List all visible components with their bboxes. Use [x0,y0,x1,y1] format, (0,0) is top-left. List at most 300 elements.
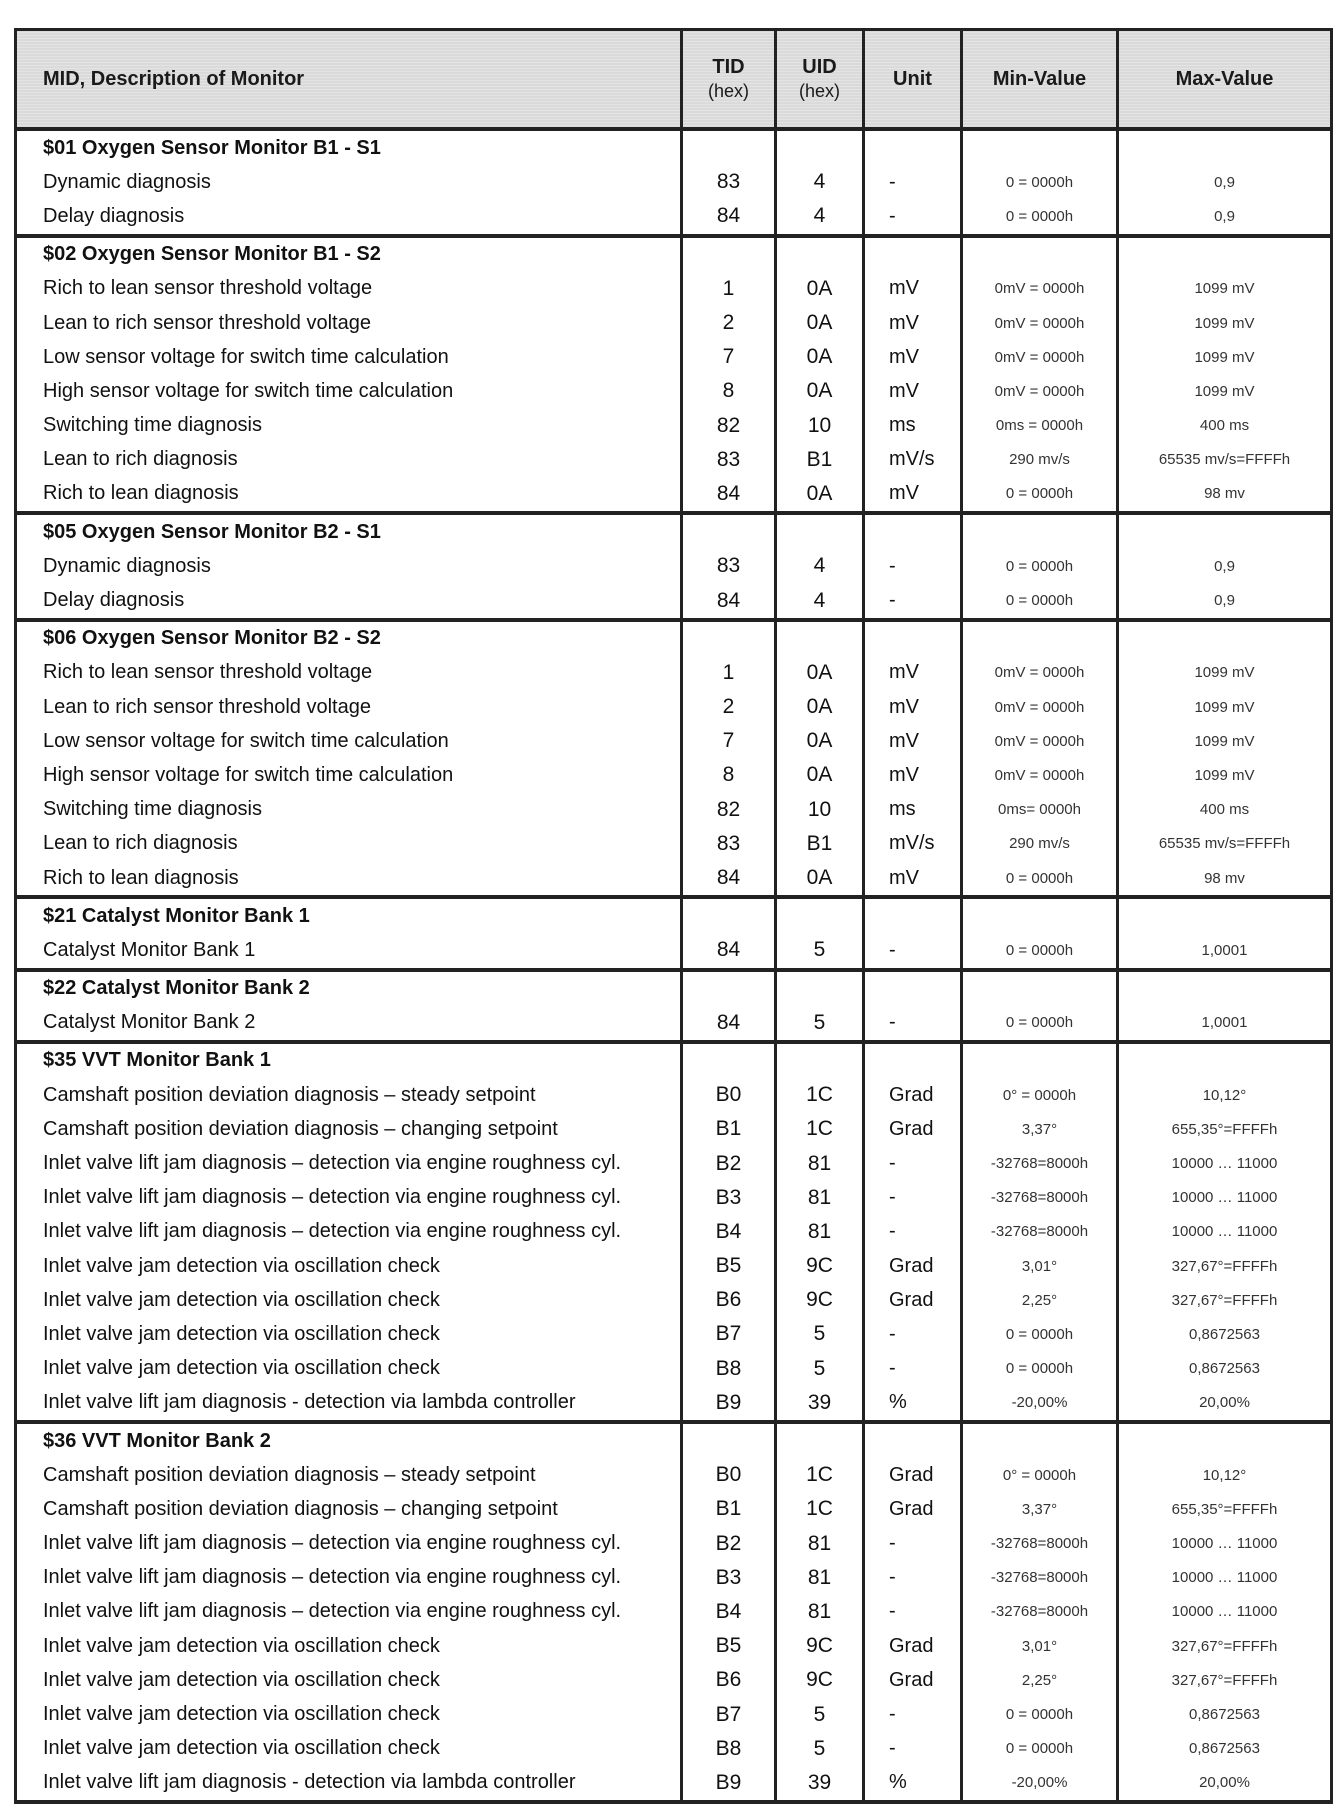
empty-cell [776,897,864,933]
min-value: 3,01° [962,1249,1118,1283]
test-id: 7 [682,340,776,374]
empty-cell [776,1042,864,1078]
empty-cell [864,897,962,933]
min-value: 0mV = 0000h [962,724,1118,758]
unit-value: - [864,1732,962,1766]
unit-value: Grad [864,1283,962,1317]
max-value: 400 ms [1118,409,1332,443]
table-row [16,409,1332,443]
table-row [16,1766,1332,1802]
table-row [16,1663,1332,1697]
empty-cell [682,236,776,272]
min-value: 2,25° [962,1663,1118,1697]
test-id: B8 [682,1352,776,1386]
table-row [16,1215,1332,1249]
unit-value: - [864,1215,962,1249]
monitor-table [14,28,1333,1804]
test-id: B5 [682,1629,776,1663]
empty-cell [776,1422,864,1458]
unit-value: - [864,165,962,199]
empty-cell [962,513,1118,549]
max-value: 327,67°=FFFFh [1118,1249,1332,1283]
test-id: 83 [682,549,776,583]
monitor-description: Low sensor voltage for switch time calculation [16,340,682,374]
monitor-description: High sensor voltage for switch time calculation [16,758,682,792]
monitor-description: Lean to rich sensor threshold voltage [16,690,682,724]
max-value: 0,9 [1118,199,1332,235]
empty-cell [864,236,962,272]
unit-value: - [864,1527,962,1561]
test-id: 8 [682,758,776,792]
table-row [16,1386,1332,1422]
empty-cell [864,620,962,656]
group-title: $21 Catalyst Monitor Bank 1 [16,897,682,933]
table-header [16,30,1332,130]
table-row [16,443,1332,477]
min-value: 290 mv/s [962,443,1118,477]
min-value: 0 = 0000h [962,1732,1118,1766]
header-max-value: Max-Value [1118,30,1332,130]
min-value: 290 mv/s [962,827,1118,861]
max-value: 10,12° [1118,1458,1332,1492]
unit-id: 0A [776,758,864,792]
min-value: 0 = 0000h [962,933,1118,969]
unit-value: - [864,1595,962,1629]
unit-value: - [864,1317,962,1351]
table-row [16,1006,1332,1042]
monitor-description: Inlet valve jam detection via oscillation check [16,1249,682,1283]
unit-value: mV/s [864,827,962,861]
max-value: 98 mv [1118,861,1332,897]
table-row [16,793,1332,827]
monitor-description: Camshaft position deviation diagnosis – steady setpoint [16,1078,682,1112]
test-id: B5 [682,1249,776,1283]
unit-value: mV [864,477,962,513]
test-id: B9 [682,1386,776,1422]
unit-value: ms [864,793,962,827]
max-value: 98 mv [1118,477,1332,513]
unit-id: 0A [776,724,864,758]
group-title-row [16,1042,1332,1078]
unit-id: 0A [776,374,864,408]
min-value: -20,00% [962,1766,1118,1802]
unit-value: - [864,1006,962,1042]
max-value: 1099 mV [1118,374,1332,408]
monitor-description: Inlet valve lift jam diagnosis - detection via lambda controller [16,1386,682,1422]
group-title-row [16,970,1332,1006]
group-title: $22 Catalyst Monitor Bank 2 [16,970,682,1006]
monitor-description: Inlet valve jam detection via oscillation check [16,1317,682,1351]
unit-value: Grad [864,1492,962,1526]
empty-cell [1118,1042,1332,1078]
unit-value: - [864,1181,962,1215]
empty-cell [962,970,1118,1006]
unit-id: 1C [776,1078,864,1112]
unit-id: 81 [776,1527,864,1561]
unit-value: mV [864,272,962,306]
unit-id: 5 [776,1732,864,1766]
monitor-description: Delay diagnosis [16,583,682,619]
empty-cell [962,620,1118,656]
unit-value: Grad [864,1112,962,1146]
test-id: B3 [682,1561,776,1595]
monitor-description: Catalyst Monitor Bank 1 [16,933,682,969]
unit-value: ms [864,409,962,443]
min-value: 0 = 0000h [962,1352,1118,1386]
empty-cell [864,970,962,1006]
monitor-description: Inlet valve jam detection via oscillation check [16,1352,682,1386]
max-value: 0,8672563 [1118,1732,1332,1766]
monitor-description: Inlet valve jam detection via oscillation check [16,1697,682,1731]
monitor-description: Inlet valve jam detection via oscillation check [16,1283,682,1317]
max-value: 10000 … 11000 [1118,1181,1332,1215]
test-id: 84 [682,933,776,969]
test-id: 83 [682,827,776,861]
table-row [16,1112,1332,1146]
monitor-description: Dynamic diagnosis [16,549,682,583]
max-value: 65535 mv/s=FFFFh [1118,443,1332,477]
test-id: 2 [682,306,776,340]
min-value: 0mV = 0000h [962,340,1118,374]
unit-value: Grad [864,1663,962,1697]
unit-id: 0A [776,272,864,306]
max-value: 1099 mV [1118,690,1332,724]
monitor-group [16,1422,1332,1802]
test-id: B0 [682,1078,776,1112]
empty-cell [776,236,864,272]
table-row [16,1146,1332,1180]
min-value: 2,25° [962,1283,1118,1317]
unit-id: 4 [776,549,864,583]
unit-value: - [864,933,962,969]
empty-cell [1118,1422,1332,1458]
monitor-group [16,970,1332,1042]
unit-value: mV [864,656,962,690]
min-value: 0 = 0000h [962,549,1118,583]
max-value: 0,8672563 [1118,1697,1332,1731]
unit-id: 81 [776,1146,864,1180]
test-id: B4 [682,1215,776,1249]
test-id: 84 [682,861,776,897]
unit-id: 0A [776,306,864,340]
empty-cell [682,1042,776,1078]
min-value: 0mV = 0000h [962,306,1118,340]
unit-value: mV [864,724,962,758]
test-id: 7 [682,724,776,758]
max-value: 20,00% [1118,1766,1332,1802]
monitor-description: Catalyst Monitor Bank 2 [16,1006,682,1042]
unit-value: - [864,1697,962,1731]
unit-value: Grad [864,1249,962,1283]
max-value: 1099 mV [1118,656,1332,690]
unit-value: % [864,1386,962,1422]
unit-id: 5 [776,1317,864,1351]
min-value: 3,01° [962,1629,1118,1663]
monitor-description: Inlet valve lift jam diagnosis – detection via engine roughness cyl. [16,1215,682,1249]
unit-id: 1C [776,1112,864,1146]
test-id: B4 [682,1595,776,1629]
min-value: 0° = 0000h [962,1078,1118,1112]
table-row [16,1283,1332,1317]
monitor-description: Rich to lean sensor threshold voltage [16,656,682,690]
table-row [16,656,1332,690]
min-value: 0° = 0000h [962,1458,1118,1492]
empty-cell [1118,897,1332,933]
max-value: 327,67°=FFFFh [1118,1629,1332,1663]
table-row [16,477,1332,513]
min-value: 0ms = 0000h [962,409,1118,443]
unit-value: mV [864,340,962,374]
monitor-description: Switching time diagnosis [16,409,682,443]
monitor-description: Lean to rich sensor threshold voltage [16,306,682,340]
monitor-table-sheet [14,28,1330,1804]
test-id: 84 [682,199,776,235]
max-value: 1099 mV [1118,340,1332,374]
group-title: $02 Oxygen Sensor Monitor B1 - S2 [16,236,682,272]
monitor-description: Rich to lean sensor threshold voltage [16,272,682,306]
group-title: $06 Oxygen Sensor Monitor B2 - S2 [16,620,682,656]
empty-cell [962,897,1118,933]
empty-cell [682,129,776,165]
empty-cell [682,513,776,549]
test-id: B7 [682,1317,776,1351]
max-value: 655,35°=FFFFh [1118,1492,1332,1526]
empty-cell [864,129,962,165]
unit-value: - [864,199,962,235]
group-title-row [16,513,1332,549]
test-id: B0 [682,1458,776,1492]
header-unit: Unit [864,30,962,130]
unit-value: - [864,1146,962,1180]
min-value: 0ms= 0000h [962,793,1118,827]
table-row [16,1317,1332,1351]
unit-id: 1C [776,1458,864,1492]
unit-value: mV [864,861,962,897]
min-value: -32768=8000h [962,1527,1118,1561]
empty-cell [682,620,776,656]
unit-value: - [864,1561,962,1595]
max-value: 327,67°=FFFFh [1118,1283,1332,1317]
unit-id: 4 [776,165,864,199]
unit-value: Grad [864,1629,962,1663]
empty-cell [776,970,864,1006]
unit-id: 5 [776,1006,864,1042]
empty-cell [1118,620,1332,656]
monitor-description: Inlet valve jam detection via oscillation check [16,1663,682,1697]
min-value: -32768=8000h [962,1181,1118,1215]
test-id: 83 [682,165,776,199]
empty-cell [682,1422,776,1458]
monitor-description: Inlet valve jam detection via oscillation check [16,1629,682,1663]
unit-id: B1 [776,827,864,861]
test-id: 84 [682,1006,776,1042]
empty-cell [962,236,1118,272]
test-id: B9 [682,1766,776,1802]
unit-id: 1C [776,1492,864,1526]
test-id: B1 [682,1112,776,1146]
unit-id: 81 [776,1215,864,1249]
min-value: 0 = 0000h [962,477,1118,513]
monitor-group [16,897,1332,969]
unit-id: 0A [776,861,864,897]
unit-id: 0A [776,656,864,690]
unit-id: B1 [776,443,864,477]
empty-cell [682,970,776,1006]
test-id: B3 [682,1181,776,1215]
table-row [16,724,1332,758]
table-row [16,1458,1332,1492]
unit-value: mV/s [864,443,962,477]
table-row [16,306,1332,340]
test-id: 84 [682,477,776,513]
group-title: $05 Oxygen Sensor Monitor B2 - S1 [16,513,682,549]
unit-id: 81 [776,1595,864,1629]
max-value: 655,35°=FFFFh [1118,1112,1332,1146]
min-value: -32768=8000h [962,1146,1118,1180]
min-value: 0 = 0000h [962,1006,1118,1042]
min-value: 0 = 0000h [962,861,1118,897]
header-tid-sub: (hex) [707,81,749,101]
unit-id: 9C [776,1283,864,1317]
max-value: 10000 … 11000 [1118,1146,1332,1180]
table-row [16,1732,1332,1766]
test-id: 82 [682,409,776,443]
unit-id: 4 [776,583,864,619]
monitor-description: Camshaft position deviation diagnosis – changing setpoint [16,1492,682,1526]
monitor-description: Camshaft position deviation diagnosis – changing setpoint [16,1112,682,1146]
max-value: 10,12° [1118,1078,1332,1112]
empty-cell [1118,970,1332,1006]
test-id: 2 [682,690,776,724]
unit-id: 0A [776,477,864,513]
max-value: 65535 mv/s=FFFFh [1118,827,1332,861]
monitor-description: Inlet valve jam detection via oscillation check [16,1732,682,1766]
empty-cell [1118,129,1332,165]
test-id: B2 [682,1146,776,1180]
max-value: 1099 mV [1118,306,1332,340]
unit-id: 81 [776,1561,864,1595]
monitor-description: Switching time diagnosis [16,793,682,827]
max-value: 1,0001 [1118,933,1332,969]
table-row [16,690,1332,724]
max-value: 0,9 [1118,583,1332,619]
monitor-group [16,129,1332,236]
test-id: B8 [682,1732,776,1766]
table-row [16,374,1332,408]
empty-cell [776,129,864,165]
table-row [16,1595,1332,1629]
min-value: 0mV = 0000h [962,656,1118,690]
monitor-description: Lean to rich diagnosis [16,827,682,861]
test-id: 82 [682,793,776,827]
monitor-group [16,620,1332,898]
monitor-description: Lean to rich diagnosis [16,443,682,477]
empty-cell [1118,513,1332,549]
table-row [16,1249,1332,1283]
table-row [16,340,1332,374]
empty-cell [682,897,776,933]
table-row [16,583,1332,619]
test-id: B6 [682,1283,776,1317]
monitor-description: High sensor voltage for switch time calculation [16,374,682,408]
max-value: 0,8672563 [1118,1352,1332,1386]
table-row [16,549,1332,583]
unit-id: 5 [776,933,864,969]
header-uid: UID (hex) [776,30,864,130]
unit-value: % [864,1766,962,1802]
table-row [16,199,1332,235]
max-value: 10000 … 11000 [1118,1595,1332,1629]
empty-cell [864,1422,962,1458]
test-id: 1 [682,656,776,690]
unit-value: Grad [864,1078,962,1112]
unit-value: mV [864,758,962,792]
header-tid: TID (hex) [682,30,776,130]
table-row [16,165,1332,199]
monitor-description: Low sensor voltage for switch time calculation [16,724,682,758]
table-row [16,1181,1332,1215]
max-value: 10000 … 11000 [1118,1527,1332,1561]
unit-value: - [864,583,962,619]
monitor-description: Inlet valve lift jam diagnosis – detection via engine roughness cyl. [16,1527,682,1561]
unit-id: 9C [776,1663,864,1697]
min-value: 0mV = 0000h [962,690,1118,724]
group-title: $36 VVT Monitor Bank 2 [16,1422,682,1458]
max-value: 20,00% [1118,1386,1332,1422]
unit-value: mV [864,306,962,340]
unit-id: 81 [776,1181,864,1215]
monitor-description: Inlet valve lift jam diagnosis – detection via engine roughness cyl. [16,1146,682,1180]
max-value: 1099 mV [1118,272,1332,306]
min-value: -32768=8000h [962,1561,1118,1595]
unit-id: 39 [776,1386,864,1422]
table-row [16,861,1332,897]
min-value: 3,37° [962,1492,1118,1526]
header-description: MID, Description of Monitor [16,30,682,130]
unit-id: 10 [776,793,864,827]
table-row [16,827,1332,861]
empty-cell [1118,236,1332,272]
monitor-description: Rich to lean diagnosis [16,861,682,897]
monitor-description: Dynamic diagnosis [16,165,682,199]
max-value: 1099 mV [1118,724,1332,758]
empty-cell [962,129,1118,165]
table-row [16,933,1332,969]
max-value: 1,0001 [1118,1006,1332,1042]
empty-cell [776,620,864,656]
unit-value: mV [864,690,962,724]
min-value: 0 = 0000h [962,1317,1118,1351]
max-value: 0,8672563 [1118,1317,1332,1351]
min-value: 0mV = 0000h [962,374,1118,408]
unit-id: 39 [776,1766,864,1802]
monitor-description: Inlet valve lift jam diagnosis – detection via engine roughness cyl. [16,1561,682,1595]
empty-cell [962,1042,1118,1078]
unit-value: mV [864,374,962,408]
group-title-row [16,897,1332,933]
table-row [16,1561,1332,1595]
test-id: 1 [682,272,776,306]
min-value: 0 = 0000h [962,199,1118,235]
unit-value: - [864,549,962,583]
unit-id: 4 [776,199,864,235]
max-value: 10000 … 11000 [1118,1561,1332,1595]
unit-id: 5 [776,1352,864,1386]
unit-id: 0A [776,690,864,724]
table-row [16,1697,1332,1731]
header-uid-sub: (hex) [798,81,840,101]
min-value: 0mV = 0000h [962,758,1118,792]
